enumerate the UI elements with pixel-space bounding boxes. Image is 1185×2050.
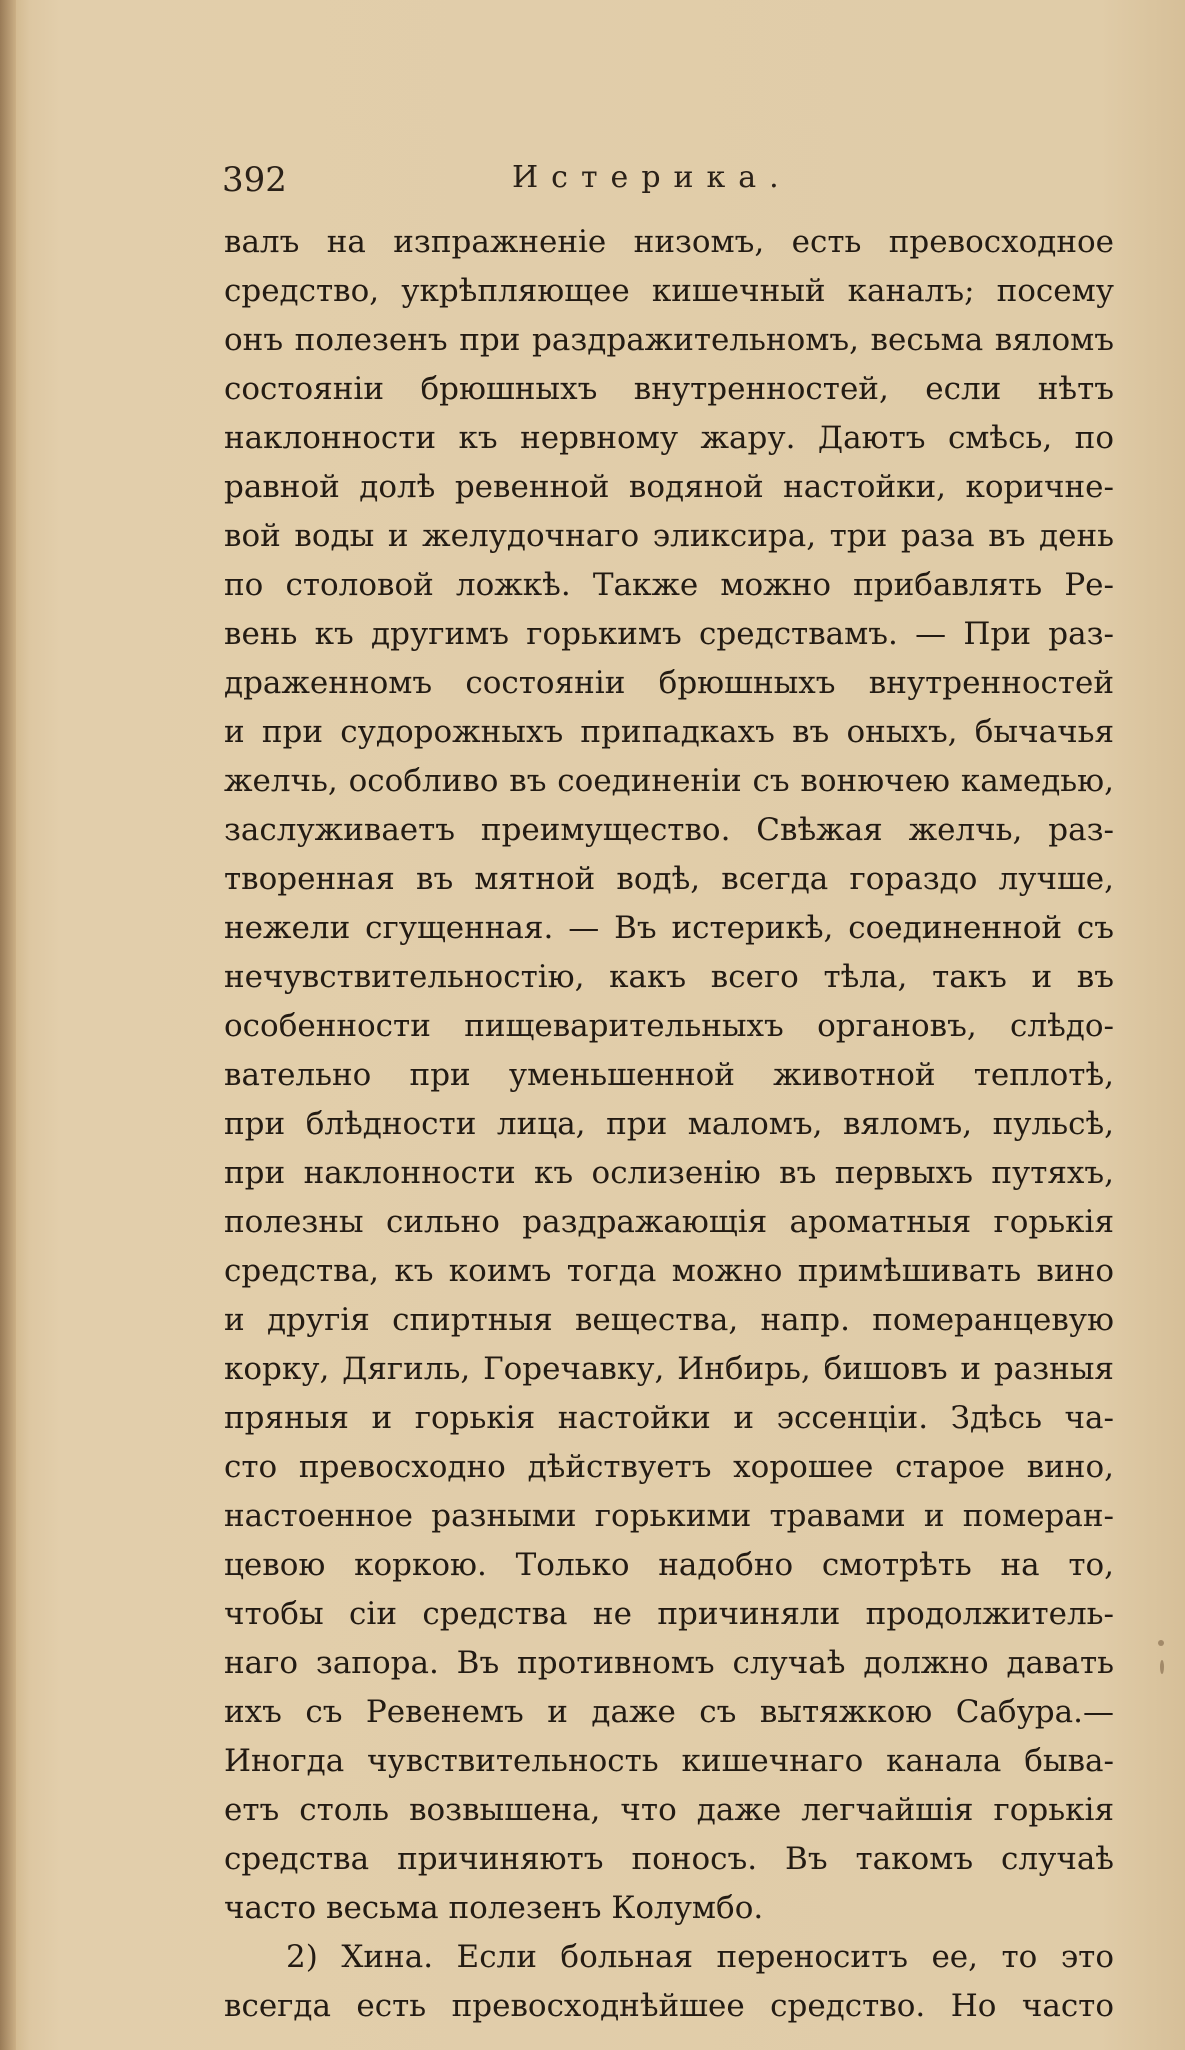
text-line: творенная въ мятной водѣ, всегда гораздо лучше, bbox=[224, 861, 1114, 897]
text-line: полезны сильно раздражающія ароматныя горькія bbox=[224, 1204, 1114, 1240]
text-line: онъ полезенъ при раздражительномъ, весьма вяломъ bbox=[224, 322, 1114, 358]
text-line: сто превосходно дѣйствуетъ хорошее старое вино, bbox=[224, 1449, 1114, 1485]
text-line: состояніи брюшныхъ внутренностей, если нѣтъ bbox=[224, 371, 1114, 407]
text-line: средство, укрѣпляющее кишечный каналъ; посему bbox=[224, 273, 1114, 309]
text-line: всегда есть превосходнѣйшее средство. Но часто bbox=[224, 1988, 1114, 2024]
text-line: наклонности къ нервному жару. Даютъ смѣсь, по bbox=[224, 420, 1114, 456]
body-text bbox=[224, 218, 1114, 2031]
text-line: 2) Хина. Если больная переноситъ ее, то это bbox=[286, 1939, 1114, 1975]
text-line: вень къ другимъ горькимъ средствамъ. — При раз- bbox=[224, 616, 1114, 652]
text-line: нечувствительностію, какъ всего тѣла, такъ и въ bbox=[224, 959, 1114, 995]
paper-fleck bbox=[1158, 1640, 1164, 1646]
text-line: пряныя и горькія настойки и эссенціи. Здѣсь ча- bbox=[224, 1400, 1114, 1436]
text-line: часто весьма полезенъ Колумбо. bbox=[224, 1890, 764, 1926]
text-line: етъ столь возвышена, что даже легчайшія горькія bbox=[224, 1792, 1114, 1828]
text-line: особенности пищеварительныхъ органовъ, слѣдо- bbox=[224, 1008, 1114, 1044]
text-line: при наклонности къ ослизенію въ первыхъ путяхъ, bbox=[224, 1155, 1114, 1191]
running-title: Истерика. bbox=[512, 160, 792, 195]
text-line: по столовой ложкѣ. Также можно прибавлять Ре- bbox=[224, 567, 1114, 603]
text-line: вой воды и желудочнаго эликсира, три раза въ день bbox=[224, 518, 1114, 554]
text-line: Иногда чувствительность кишечнаго канала быва- bbox=[224, 1743, 1114, 1779]
text-line: драженномъ состояніи брюшныхъ внутренностей bbox=[224, 665, 1114, 701]
text-line: валъ на изпражненіе низомъ, есть превосходное bbox=[224, 224, 1114, 260]
text-line: цевою коркою. Только надобно смотрѣть на то, bbox=[224, 1547, 1114, 1583]
text-line: при блѣдности лица, при маломъ, вяломъ, пульсѣ, bbox=[224, 1106, 1114, 1142]
page-binding-edge bbox=[0, 0, 16, 2050]
text-line: и другія спиртныя вещества, напр. померанцевую bbox=[224, 1302, 1114, 1338]
text-line: средства, къ коимъ тогда можно примѣшивать вино bbox=[224, 1253, 1114, 1289]
text-line: нежели сгущенная. — Въ истерикѣ, соединенной съ bbox=[224, 910, 1114, 946]
paper-fleck bbox=[1160, 1660, 1164, 1674]
text-line: чтобы сіи средства не причиняли продолжитель- bbox=[224, 1596, 1114, 1632]
text-line: и при судорожныхъ припадкахъ въ оныхъ, бычачья bbox=[224, 714, 1114, 750]
text-line: равной долѣ ревенной водяной настойки, коричне- bbox=[224, 469, 1114, 505]
text-line: наго запора. Въ противномъ случаѣ должно давать bbox=[224, 1645, 1114, 1681]
text-line: корку, Дягиль, Горечавку, Инбирь, бишовъ и разныя bbox=[224, 1351, 1114, 1387]
text-line: вательно при уменьшенной животной теплотѣ, bbox=[224, 1057, 1114, 1093]
text-line: ихъ съ Ревенемъ и даже съ вытяжкою Сабура.— bbox=[224, 1694, 1114, 1730]
text-line: заслуживаетъ преимущество. Свѣжая желчь, раз- bbox=[224, 812, 1114, 848]
text-line: желчь, особливо въ соединеніи съ вонючею камедью, bbox=[224, 763, 1114, 799]
text-line: средства причиняютъ поносъ. Въ такомъ случаѣ bbox=[224, 1841, 1114, 1877]
page-number: 392 bbox=[222, 160, 287, 200]
text-line: настоенное разными горькими травами и померан- bbox=[224, 1498, 1114, 1534]
